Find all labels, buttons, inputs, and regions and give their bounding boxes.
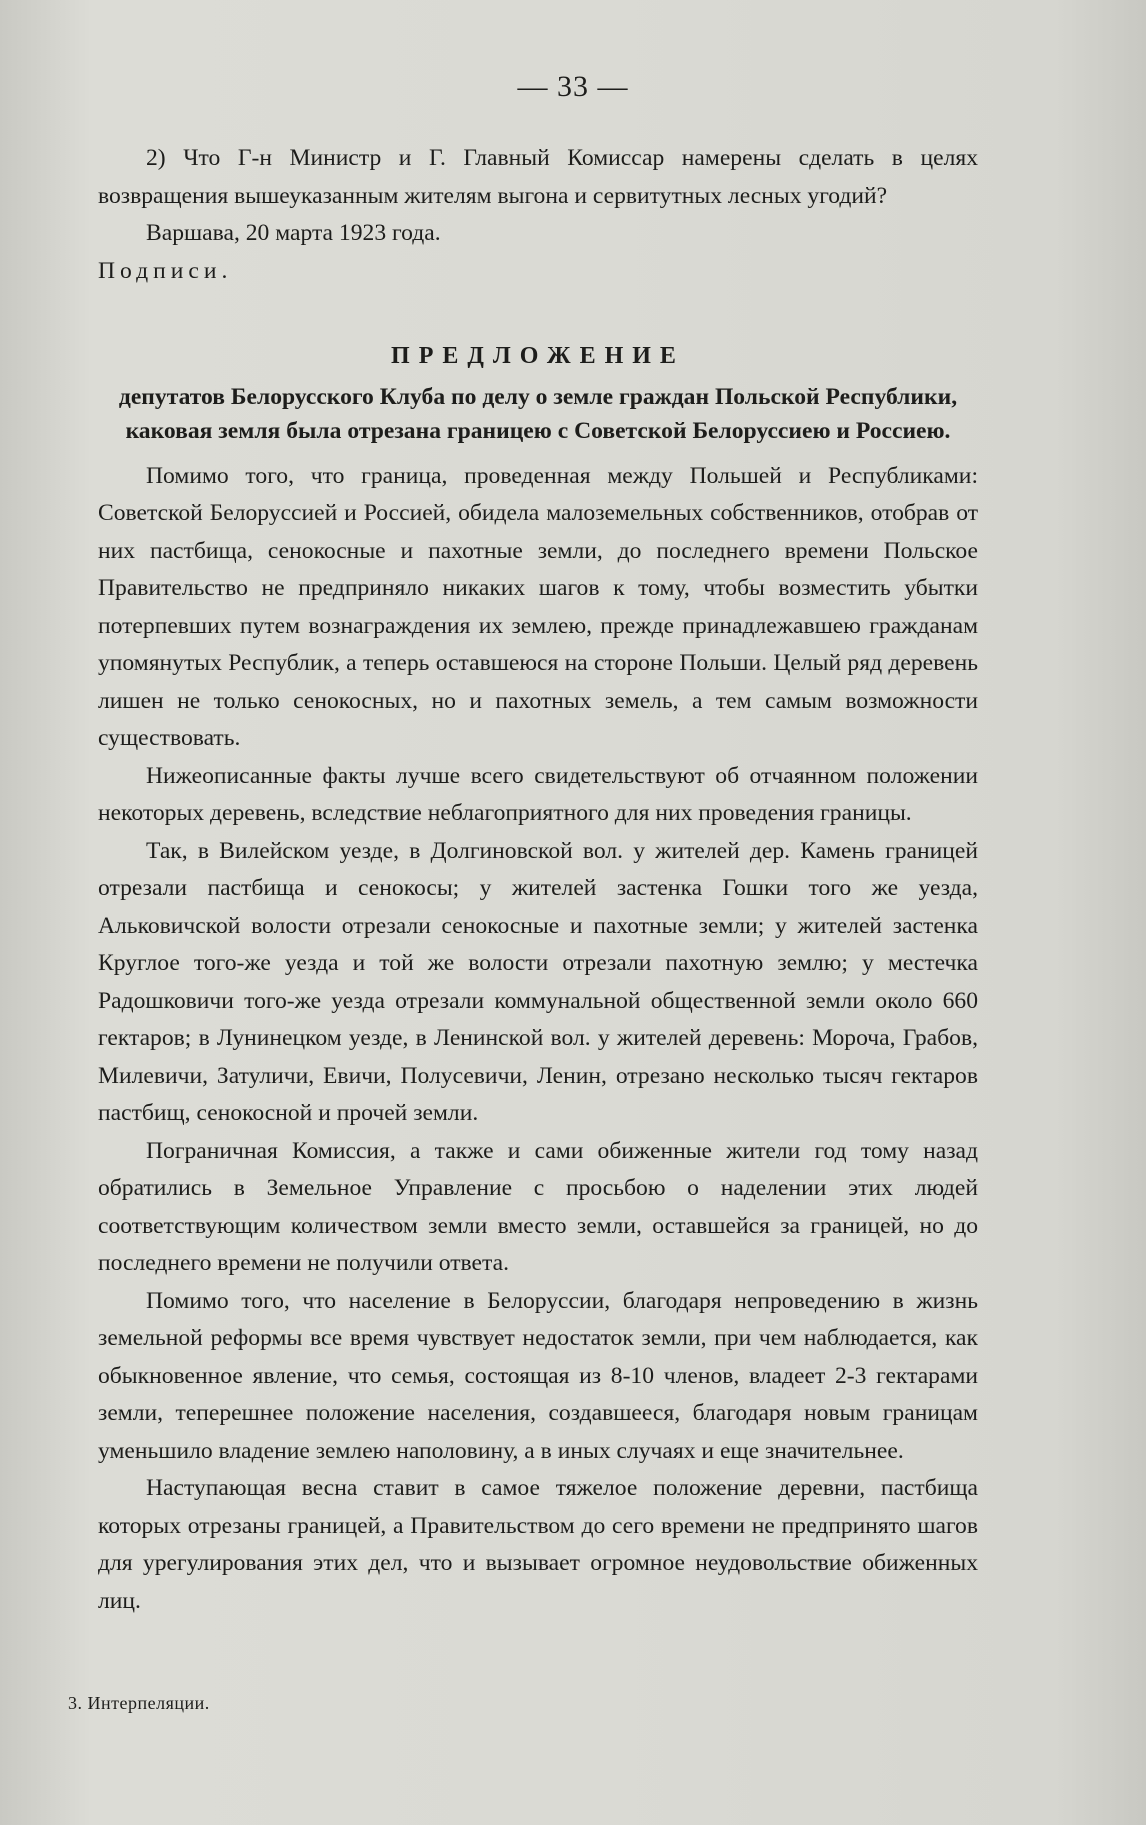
paragraph-4: Пограничная Комиссия, а также и сами обиженные жители год тому назад обратились в Земельное Управление с просьбою о наделении этих людей соответствующим количеством земли вместо земли, оставшейся за границей, но до последнего времени не получили ответа. [98,1137,978,1276]
proposal-subheading: депутатов Белорусского Клуба по делу о земле граждан Польской Республики, каковая земля была отрезана границею с Советской Белоруссиею и Россиею. [118,383,958,444]
paragraph-5: Помимо того, что население в Белоруссии, благодаря непроведению в жизнь земельной реформы все время чувствует недостаток земли, при чем наблюдается, как обыкновенное явление, что семья, состоящая из 8-10 членов, владеет 2-3 гектарами земли, теперешнее положение населения, создавшееся, благодаря новым границам уменьшило владение землею наполовину, а в иных случаях и еще значительнее. [98,1287,978,1464]
date-line: Варшава, 20 марта 1923 года. [146,220,441,246]
paragraph-3: Так, в Вилейском уезде, в Долгиновской вол. у жителей дер. Камень границей отрезали пастбища и сенокосы; у жителей застенка Гошки того же уезда, Альковичской волости отрезали сенокосные и пахотные земли; у жителей застенка Круглое того-же уезда и той же волости отрезали пахотную землю; у местечка Радошковичи того-же уезда отрезали коммунальной общественной земли около 660 гектаров; в Лунинецком уезде, в Ленинской вол. у жителей деревень: Мороча, Грабов, Милевичи, Затуличи, Евичи, Полусевичи, Ленин, отрезано несколько тысяч гектаров пастбищ, сенокосной и прочей земли. [98,837,978,1126]
paragraph-1: Помимо того, что граница, проведенная между Польшей и Республиками: Советской Белоруссией и Россией, обидела малоземельных собственников, отобрав от них пастбища, сенокосные и пахотные земли, до последнего времени Польское Правительство не предприняло никаких шагов к тому, чтобы возместить убытки потерпевших путем вознаграждения их землею, прежде принадлежавшею гражданам упомянутых Республик, а теперь оставшеюся на стороне Польши. Целый ряд деревень лишен не только сенокосных, но и пахотных земель, а тем самым возможности существовать. [98,462,978,751]
question-paragraph: 2) Что Г-н Министр и Г. Главный Комиссар намерены сделать в целях возвращения вышеуказанным жителям выгона и сервитутных лесных угодий? [98,145,978,209]
paragraph-2: Нижеописанные факты лучше всего свидетельствуют об отчаянном положении некоторых деревень, вследствие неблагоприятного для них проведения границы. [98,762,978,826]
signature: Подписи. [98,257,233,284]
proposal-heading: ПРЕДЛОЖЕНИЕ [391,343,685,369]
footnote: 3. Интерпеляции. [68,1693,210,1713]
document-body [98,140,978,1620]
paragraph-6: Наступающая весна ставит в самое тяжелое положение деревни, пастбища которых отрезаны границей, а Правительством до сего времени не предпринято шагов для урегулирования этих дел, что и вызывает огромное неудовольствие обиженных лиц. [98,1475,978,1614]
page-number: — 33 — [517,70,629,103]
